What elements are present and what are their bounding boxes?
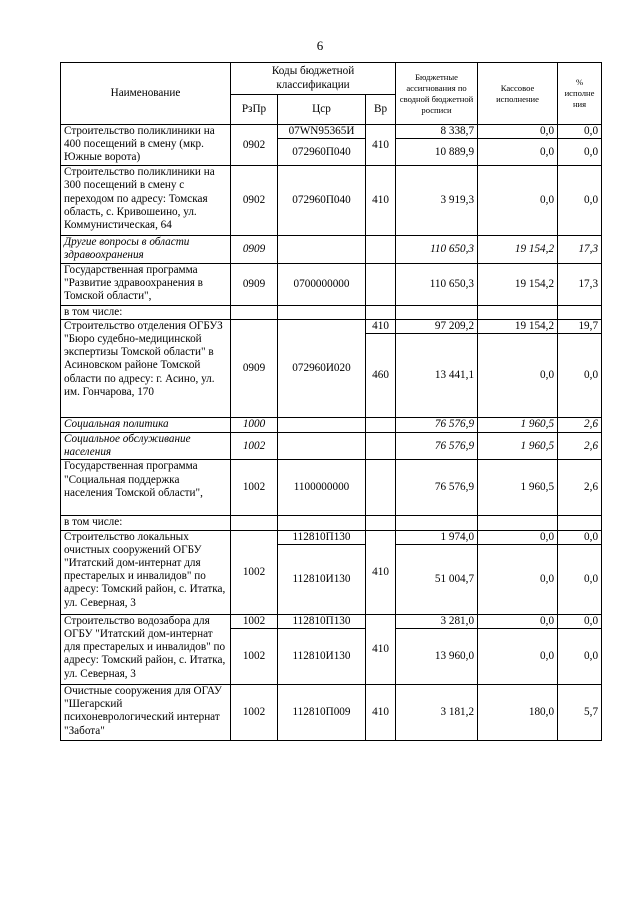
row-cash: 1 960,5 — [478, 418, 558, 433]
table-row — [61, 460, 602, 516]
row-name: Социальная политика — [61, 418, 231, 433]
row-pct: 0,0 — [558, 166, 602, 236]
table-row — [61, 433, 602, 460]
row-pct: 2,6 — [558, 418, 602, 433]
row-budget: 76 576,9 — [396, 433, 478, 460]
row-cash: 0,0 — [478, 125, 558, 139]
row-name: в том числе: — [61, 305, 231, 319]
row-csr: 072960П040 — [278, 166, 366, 236]
row-pct: 0,0 — [558, 544, 602, 614]
table-row — [61, 236, 602, 263]
row-rzpr: 1000 — [231, 418, 278, 433]
row-budget: 13 960,0 — [396, 629, 478, 685]
row-budget: 10 889,9 — [396, 139, 478, 166]
row-budget: 3 919,3 — [396, 166, 478, 236]
row-name: Строительство поликлиники на 300 посещений в смену с переходом по адресу: Томская область, с. Кривошеино, ул. Коммунистическая, 64 — [61, 166, 231, 236]
row-rzpr: 0902 — [231, 166, 278, 236]
row-pct: 17,3 — [558, 263, 602, 305]
row-pct: 2,6 — [558, 460, 602, 516]
row-budget: 97 209,2 — [396, 319, 478, 333]
header-rzpr: РзПр — [231, 95, 278, 125]
table-row — [61, 263, 602, 305]
header-percent: % исполне ния — [558, 63, 602, 125]
row-rzpr: 0909 — [231, 263, 278, 305]
row-pct: 0,0 — [558, 125, 602, 139]
page-number: 6 — [316, 38, 324, 53]
table-row — [61, 516, 602, 530]
header-name: Наименование — [61, 63, 231, 125]
row-name: Государственная программа "Социальная поддержка населения Томской области", — [61, 460, 231, 516]
header-csr: Цср — [278, 95, 366, 125]
row-budget: 110 650,3 — [396, 236, 478, 263]
row-vr — [366, 263, 396, 305]
row-csr: 1100000000 — [278, 460, 366, 516]
row-csr: 07WN95365И — [278, 125, 366, 139]
row-csr: 072960П040 — [278, 139, 366, 166]
row-vr: 410 — [366, 125, 396, 166]
row-pct: 5,7 — [558, 685, 602, 741]
row-csr: 112810П130 — [278, 614, 366, 628]
table-row — [61, 418, 602, 433]
row-vr: 410 — [366, 530, 396, 614]
row-rzpr: 1002 — [231, 614, 278, 628]
row-pct: 0,0 — [558, 614, 602, 628]
row-vr: 410 — [366, 685, 396, 741]
row-rzpr: 0902 — [231, 125, 278, 166]
row-budget: 1 974,0 — [396, 530, 478, 544]
row-budget: 76 576,9 — [396, 418, 478, 433]
row-name: Другие вопросы в области здравоохранения — [61, 236, 231, 263]
row-cash: 1 960,5 — [478, 433, 558, 460]
row-budget: 13 441,1 — [396, 334, 478, 418]
row-pct: 0,0 — [558, 139, 602, 166]
row-rzpr: 1002 — [231, 433, 278, 460]
row-vr: 410 — [366, 166, 396, 236]
row-cash: 0,0 — [478, 530, 558, 544]
row-cash: 19 154,2 — [478, 236, 558, 263]
row-rzpr: 0909 — [231, 319, 278, 417]
row-budget: 3 181,2 — [396, 685, 478, 741]
row-rzpr: 1002 — [231, 629, 278, 685]
row-pct: 17,3 — [558, 236, 602, 263]
budget-table — [60, 62, 602, 741]
header-cash: Кассовое исполнение — [478, 63, 558, 125]
row-csr — [278, 236, 366, 263]
row-csr: 0700000000 — [278, 263, 366, 305]
row-budget: 3 281,0 — [396, 614, 478, 628]
row-name: Строительство водозабора для ОГБУ "Итатский дом-интернат для престарелых и инвалидов" по адресу: Томский район, с. Итатка, ул. Северная, 3 — [61, 614, 231, 684]
header-vr: Вр — [366, 95, 396, 125]
row-pct: 0,0 — [558, 629, 602, 685]
row-cash: 0,0 — [478, 334, 558, 418]
table-row — [61, 614, 602, 628]
row-name: Государственная программа "Развитие здравоохранения в Томской области", — [61, 263, 231, 305]
row-vr: 460 — [366, 334, 396, 418]
row-cash: 0,0 — [478, 544, 558, 614]
row-cash: 180,0 — [478, 685, 558, 741]
row-budget: 76 576,9 — [396, 460, 478, 516]
table-row — [61, 530, 602, 544]
row-csr: 072960И020 — [278, 319, 366, 417]
table-row — [61, 166, 602, 236]
row-name: Строительство поликлиники на 400 посещений в смену (мкр. Южные ворота) — [61, 125, 231, 166]
table-row — [61, 125, 602, 139]
row-cash: 19 154,2 — [478, 263, 558, 305]
row-pct: 19,7 — [558, 319, 602, 333]
row-csr: 112810П130 — [278, 530, 366, 544]
row-csr: 112810И130 — [278, 629, 366, 685]
row-cash: 1 960,5 — [478, 460, 558, 516]
row-budget: 110 650,3 — [396, 263, 478, 305]
row-csr: 112810И130 — [278, 544, 366, 614]
row-pct: 0,0 — [558, 530, 602, 544]
row-name: Строительство отделения ОГБУЗ "Бюро судебно-медицинской экспертизы Томской области" в Асиновском районе Томской области по адресу: г. Асино, ул. им. Гончарова, 170 — [61, 319, 231, 417]
row-cash: 0,0 — [478, 166, 558, 236]
row-rzpr: 1002 — [231, 530, 278, 614]
row-vr: 410 — [366, 614, 396, 684]
row-vr: 410 — [366, 319, 396, 333]
table-row — [61, 305, 602, 319]
row-name: Строительство локальных очистных сооружений ОГБУ "Итатский дом-интернат для престарелых и инвалидов" по адресу: Томский район, с. Итатка, ул. Северная, 3 — [61, 530, 231, 614]
row-name: Социальное обслуживание населения — [61, 433, 231, 460]
row-cash: 19 154,2 — [478, 319, 558, 333]
row-name: в том числе: — [61, 516, 231, 530]
row-vr — [366, 236, 396, 263]
row-rzpr: 1002 — [231, 685, 278, 741]
row-rzpr: 1002 — [231, 460, 278, 516]
row-cash: 0,0 — [478, 614, 558, 628]
row-name: Очистные сооружения для ОГАУ "Шегарский психоневрологический интернат "Забота" — [61, 685, 231, 741]
header-budget: Бюджетные ассигнования по сводной бюджетной росписи — [396, 63, 478, 125]
row-budget: 8 338,7 — [396, 125, 478, 139]
row-budget: 51 004,7 — [396, 544, 478, 614]
row-pct: 0,0 — [558, 334, 602, 418]
row-cash: 0,0 — [478, 629, 558, 685]
row-cash: 0,0 — [478, 139, 558, 166]
row-rzpr: 0909 — [231, 236, 278, 263]
row-pct: 2,6 — [558, 433, 602, 460]
header-codes: Коды бюджетной классификации — [231, 63, 396, 95]
row-csr: 112810П009 — [278, 685, 366, 741]
table-row — [61, 685, 602, 741]
table-row — [61, 319, 602, 333]
